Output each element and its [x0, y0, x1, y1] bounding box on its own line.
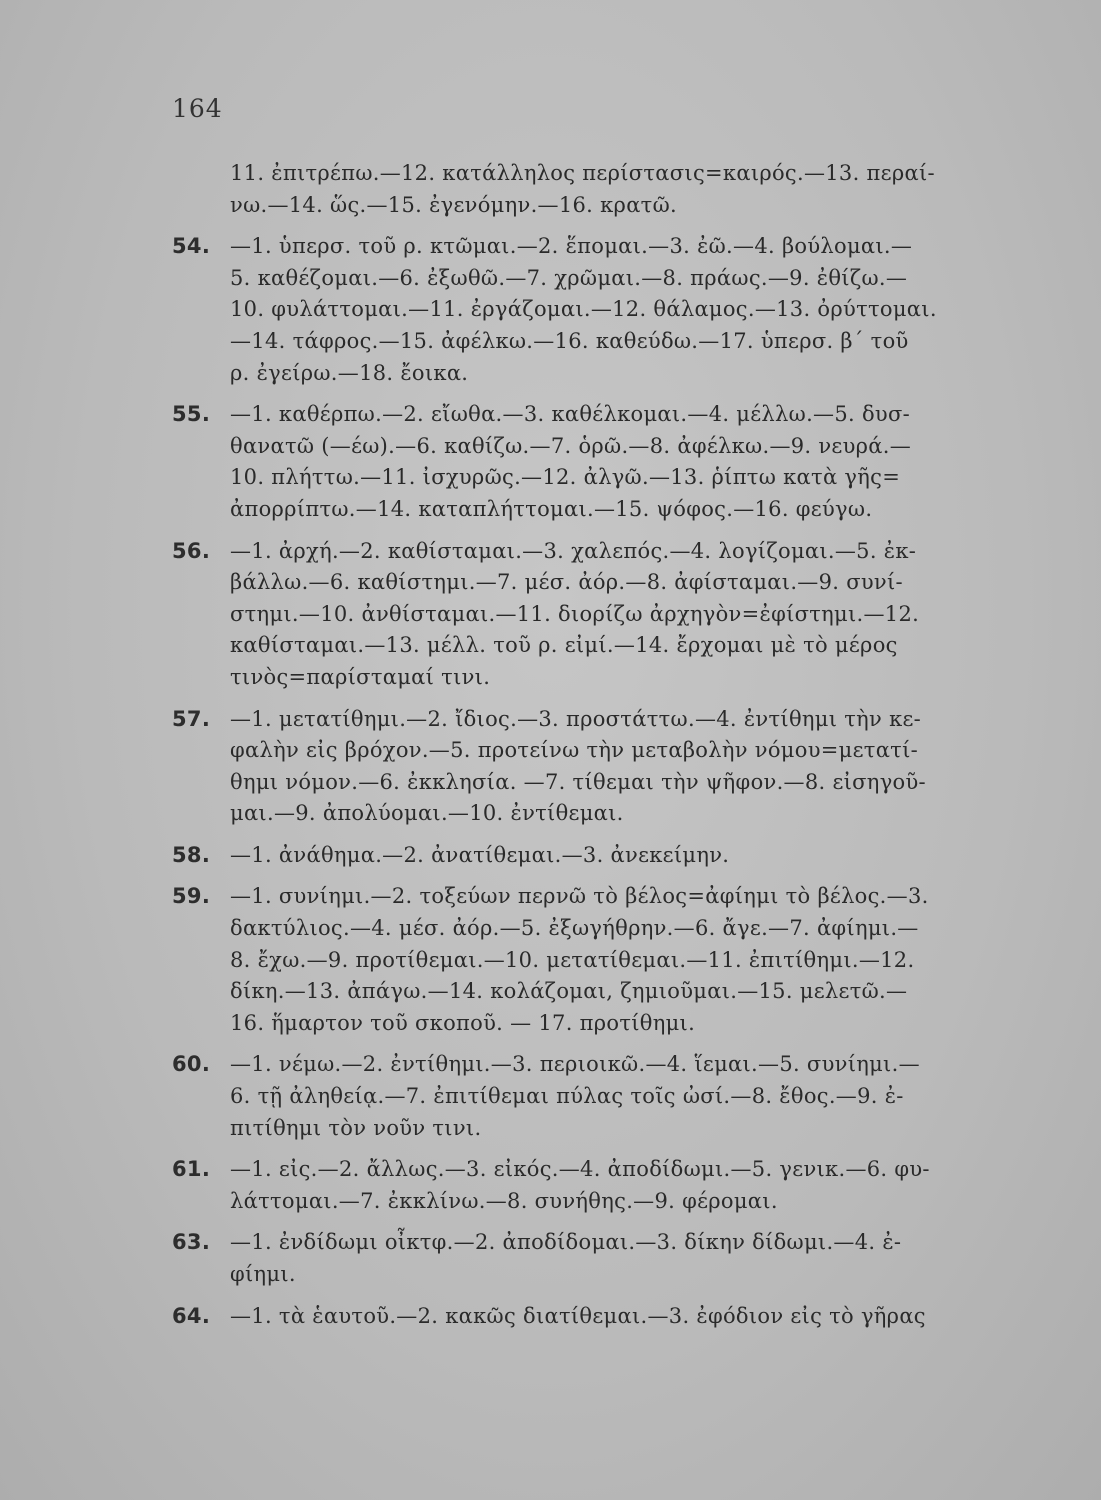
entry-line: —1. ἀρχή.—2. καθίσταμαι.—3. χαλεπός.—4. λογίζομαι.—5. ἐκ- [230, 538, 917, 563]
entry-line: —1. μετατίθημι.—2. ἴδιος.—3. προστάττω.—4. ἐντίθημι τὴν κε- [230, 706, 922, 731]
entry-64 [172, 1301, 1077, 1333]
entry-line: 5. καθέζομαι.—6. ἐξωθῶ.—7. χρῶμαι.—8. πράως.—9. ἐθίζω.— [230, 265, 908, 290]
entry-line: —1. ὑπερσ. τοῦ ρ. κτῶμαι.—2. ἕπομαι.—3. ἐῶ.—4. βούλομαι.— [230, 234, 913, 259]
entry-line: —1. εἰς.—2. ἄλλως.—3. εἰκός.—4. ἀποδίδωμι.—5. γενικ.—6. φυ- [230, 1157, 930, 1182]
entry-line: —1. ἀνάθημα.—2. ἀνατίθεμαι.—3. ἀνεκείμην. [230, 842, 730, 867]
answer-key [172, 158, 1077, 1332]
entry-line: ρ. ἐγείρω.—18. ἔοικα. [230, 360, 469, 385]
entry-line: φίημι. [230, 1262, 296, 1286]
entry-line: νω.—14. ὥς.—15. ἐγενόμην.—16. κρατῶ. [230, 192, 677, 217]
entry-line: 8. ἔχω.—9. προτίθεμαι.—10. μετατίθεμαι.—11. ἐπιτίθημι.—12. [230, 947, 915, 972]
entry-line: —1. καθέρπω.—2. εἴωθα.—3. καθέλκομαι.—4. μέλλω.—5. δυσ- [230, 402, 910, 427]
entry-59 [172, 881, 1077, 1039]
entry-number: 56. [172, 538, 211, 563]
entry-line: δίκη.—13. ἀπάγω.—14. κολάζομαι, ζημιοῦμαι.—15. μελετῶ.— [230, 979, 908, 1004]
entry-number: 60. [172, 1052, 211, 1077]
entry-number: 55. [172, 402, 211, 427]
entry-line: βάλλω.—6. καθίστημι.—7. μέσ. ἀόρ.—8. ἀφίσταμαι.—9. συνί- [230, 570, 903, 595]
entry-63 [172, 1227, 1077, 1290]
entry-61 [172, 1154, 1077, 1217]
entry-line: καθίσταμαι.—13. μέλλ. τοῦ ρ. εἰμί.—14. ἔρχομαι μὲ τὸ μέρος [230, 633, 898, 658]
entry-number: 57. [172, 706, 211, 731]
entry-number: 58. [172, 842, 211, 867]
entry-continuation [172, 158, 1077, 221]
entry-line: φαλὴν εἰς βρόχον.—5. προτείνω τὴν μεταβολὴν νόμου=μετατί- [230, 738, 919, 763]
entry-line: θανατῶ (—έω).—6. καθίζω.—7. ὁρῶ.—8. ἀφέλκω.—9. νευρά.— [230, 433, 912, 458]
entry-line: 6. τῇ ἀληθείᾳ.—7. ἐπιτίθεμαι πύλας τοῖς ὠσί.—8. ἔθος.—9. ἐ- [230, 1084, 904, 1109]
entry-line: τινὸς=παρίσταμαί τινι. [230, 664, 491, 689]
entry-line: πιτίθημι τὸν νοῦν τινι. [230, 1115, 482, 1140]
entry-number: 61. [172, 1157, 211, 1182]
entry-line: θημι νόμον.—6. ἐκκλησία. —7. τίθεμαι τὴν ψῆφον.—8. εἰσηγοῦ- [230, 769, 926, 794]
entry-54 [172, 231, 1077, 389]
entry-line: 10. φυλάττομαι.—11. ἐργάζομαι.—12. θάλαμος.—13. ὀρύττομαι. [230, 297, 937, 322]
entry-line: δακτύλιος.—4. μέσ. ἀόρ.—5. ἐξωγήθρην.—6. ἄγε.—7. ἀφίημι.— [230, 916, 919, 941]
entry-line: στημι.—10. ἀνθίσταμαι.—11. διορίζω ἀρχηγὸν=ἐφίστημι.—12. [230, 601, 920, 626]
entry-line: —1. συνίημι.—2. τοξεύων περνῶ τὸ βέλος=ἀφίημι τὸ βέλος.—3. [230, 884, 929, 909]
page-number: 164 [172, 94, 223, 123]
entry-60 [172, 1049, 1077, 1144]
entry-line: μαι.—9. ἀπολύομαι.—10. ἐντίθεμαι. [230, 801, 624, 826]
entry-line: —14. τάφρος.—15. ἀφέλκω.—16. καθεύδω.—17. ὑπερσ. β΄ τοῦ [230, 328, 909, 353]
entry-line: —1. νέμω.—2. ἐντίθημι.—3. περιοικῶ.—4. ἵεμαι.—5. συνίημι.— [230, 1052, 920, 1077]
entry-number: 64. [172, 1303, 211, 1328]
entry-line: λάττομαι.—7. ἐκκλίνω.—8. συνήθης.—9. φέρομαι. [230, 1188, 778, 1213]
entry-line: —1. ἐνδίδωμι οἶκτφ.—2. ἀποδίδομαι.—3. δίκην δίδωμι.—4. ἐ- [230, 1230, 902, 1255]
entry-line: 11. ἐπιτρέπω.—12. κατάλληλος περίστασις=καιρός.—13. περαί- [230, 161, 935, 185]
entry-56 [172, 536, 1077, 694]
entry-number: 54. [172, 234, 211, 259]
entry-number: 59. [172, 884, 211, 909]
entry-line: —1. τὰ ἑαυτοῦ.—2. κακῶς διατίθεμαι.—3. ἐφόδιον εἰς τὸ γῆρας [230, 1303, 926, 1328]
entry-57 [172, 704, 1077, 830]
entry-line: ἀπορρίπτω.—14. καταπλήττομαι.—15. ψόφος.—16. φεύγω. [230, 496, 873, 521]
entry-58 [172, 840, 1077, 872]
entry-line: 16. ἥμαρτον τοῦ σκοποῦ. — 17. προτίθημι. [230, 1010, 696, 1035]
entry-number: 63. [172, 1230, 211, 1255]
entry-line: 10. πλήττω.—11. ἰσχυρῶς.—12. ἀλγῶ.—13. ῥίπτω κατὰ γῆς= [230, 465, 901, 490]
entry-55 [172, 399, 1077, 525]
